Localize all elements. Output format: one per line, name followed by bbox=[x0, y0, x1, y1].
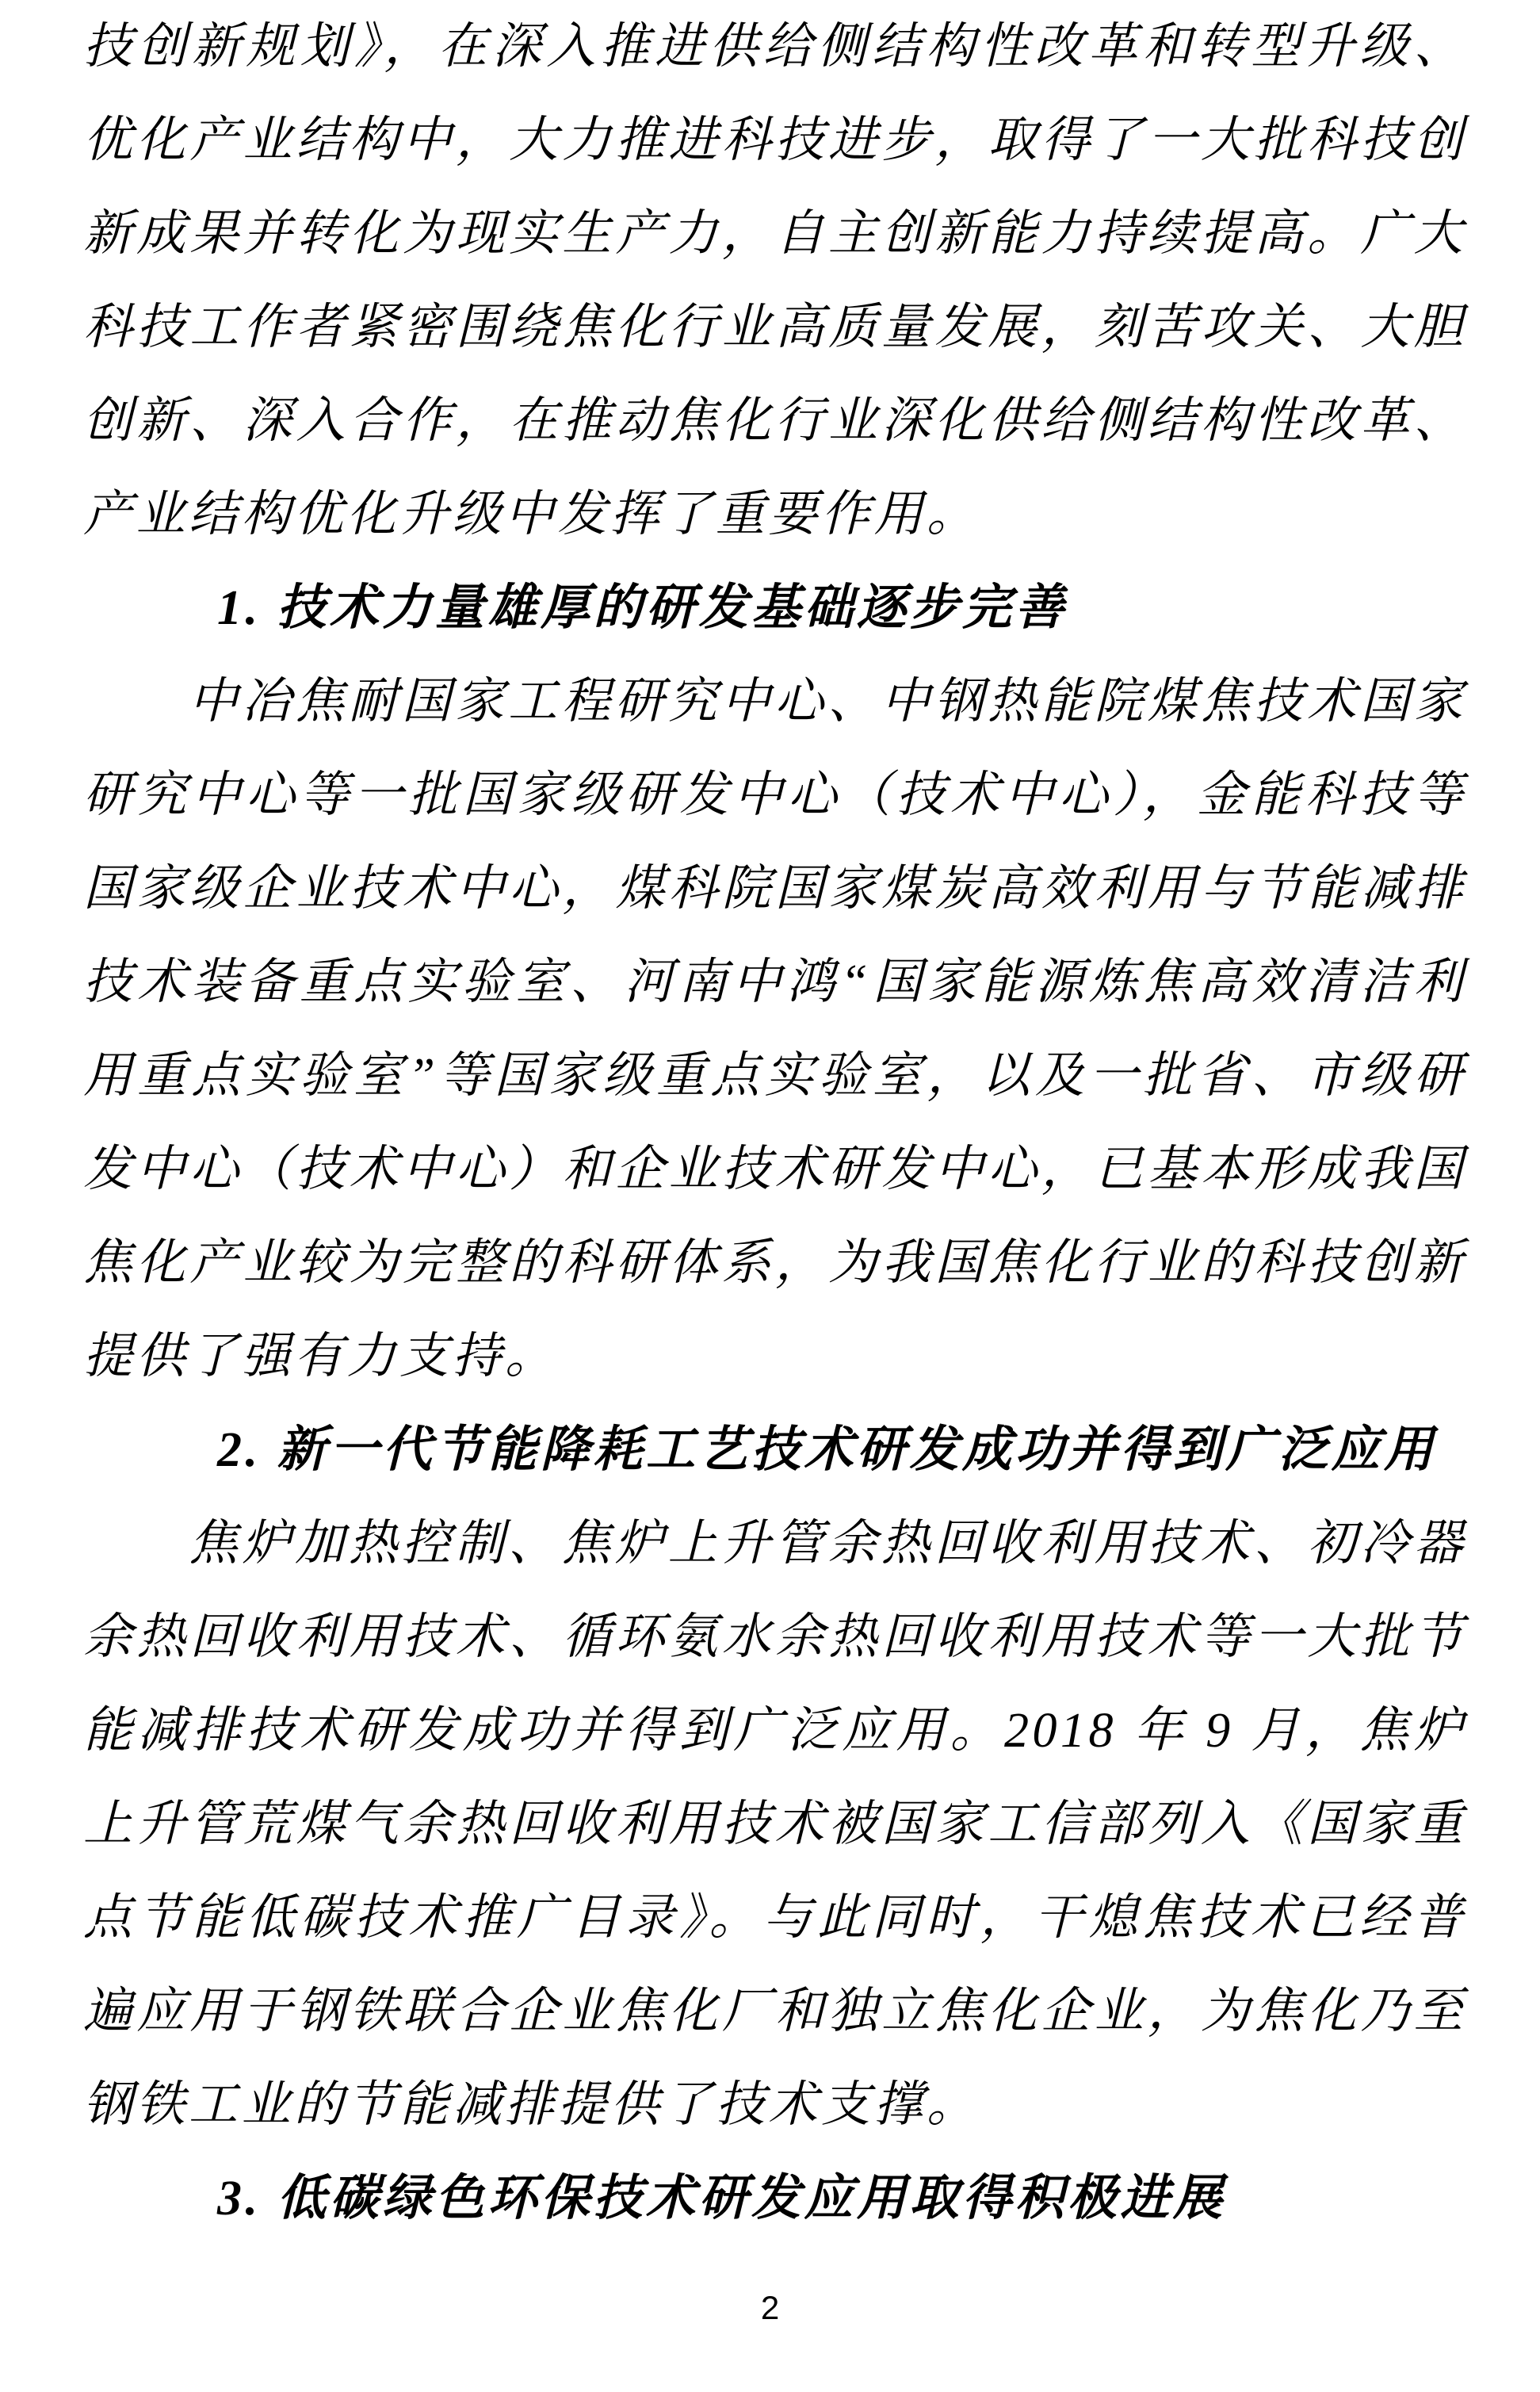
body-paragraph: 焦炉加热控制、焦炉上升管余热回收利用技术、初冷器余热回收利用技术、循环氨水余热回收利用技术等一大批节能减排技术研发成功并得到广泛应用。2018 年 9 月，焦炉上升管荒煤气余热回收利用技术被国家工信部列入《国家重点节能低碳技术推广目录》。与此同时，干熄焦技术已经普遍应用于钢铁联合企业焦化厂和独立焦化企业，为焦化乃至钢铁工业的节能减排提供了技术支撑。 bbox=[83, 1517, 1466, 2132]
section-heading-2: 2. 新一代节能降耗工艺技术研发成功并得到广泛应用 bbox=[217, 1423, 1437, 1477]
page-footer bbox=[0, 2291, 1540, 2325]
page-number: 2 bbox=[760, 2289, 780, 2326]
section-heading-1: 1. 技术力量雄厚的研发基础逐步完善 bbox=[217, 581, 1068, 635]
section-heading-3: 3. 低碳绿色环保技术研发应用取得积极进展 bbox=[217, 2172, 1226, 2226]
body-paragraph: 中冶焦耐国家工程研究中心、中钢热能院煤焦技术国家研究中心等一批国家级研发中心（技术中心），金能科技等国家级企业技术中心，煤科院国家煤炭高效利用与节能减排技术装备重点实验室、河南中鸿“国家能源炼焦高效清洁利用重点实验室”等国家级重点实验室，以及一批省、市级研发中心（技术中心）和企业技术研发中心，已基本形成我国焦化产业较为完整的科研体系，为我国焦化行业的科技创新提供了强有力支持。 bbox=[83, 675, 1466, 1384]
body-paragraph-continuation: 技创新规划》，在深入推进供给侧结构性改革和转型升级、优化产业结构中，大力推进科技进步，取得了一大批科技创新成果并转化为现实生产力，自主创新能力持续提高。广大科技工作者紧密围绕焦化行业高质量发展，刻苦攻关、大胆创新、深入合作，在推动焦化行业深化供给侧结构性改革、产业结构优化升级中发挥了重要作用。 bbox=[83, 20, 1466, 542]
